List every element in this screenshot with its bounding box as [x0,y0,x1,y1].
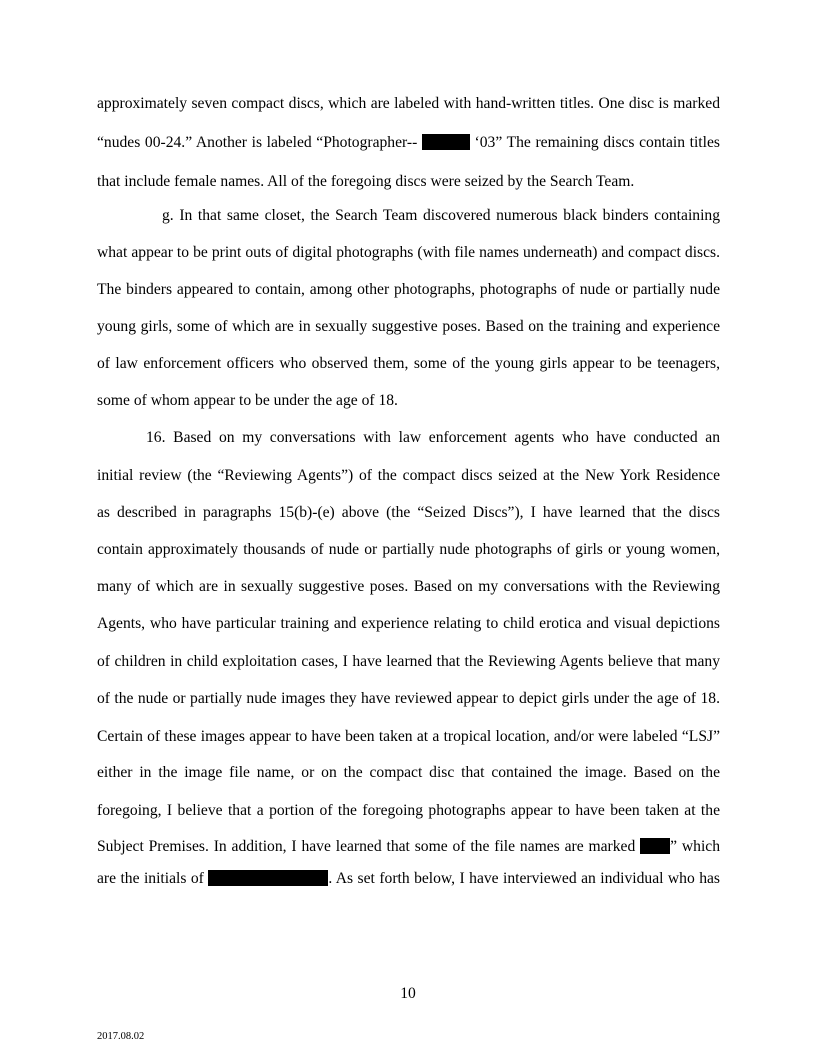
redaction-box [422,134,470,150]
text-line: Certain of these images appear to have been taken at a tropical location, and/or were labeled “LSJ” [97,728,720,745]
text-segment: “nudes 00-24.” Another is labeled “Photographer-- [97,134,418,151]
text-line: approximately seven compact discs, which are labeled with hand-written titles. One disc is marked [97,95,720,112]
text-line: many of which are in sexually suggestive poses. Based on my conversations with the Reviewing [97,578,720,595]
text-line: some of whom appear to be under the age of 18. [97,392,398,409]
text-line: initial review (the “Reviewing Agents”) of the compact discs seized at the New York Residence [97,467,720,484]
text-line [97,870,720,888]
text-line: of law enforcement officers who observed them, some of the young girls appear to be teenagers, [97,355,720,372]
text-line: of the nude or partially nude images they have reviewed appear to depict girls under the age of 18. [97,690,720,707]
text-segment: are the initials of [97,870,204,887]
footer-date: 2017.08.02 [97,1031,145,1042]
text-segment: ” which [670,838,720,855]
redaction-box [640,838,670,854]
text-line [97,838,720,856]
text-line: what appear to be print outs of digital photographs (with file names underneath) and compact discs. [97,244,720,261]
text-line: either in the image file name, or on the compact disc that contained the image. Based on the [97,764,720,781]
text-line: Agents, who have particular training and experience relating to child erotica and visual depictions [97,615,720,632]
text-line: contain approximately thousands of nude or partially nude photographs of girls or young women, [97,541,720,558]
text-line: g. In that same closet, the Search Team discovered numerous black binders containing [162,207,720,224]
text-line: as described in paragraphs 15(b)-(e) above (the “Seized Discs”), I have learned that the discs [97,504,720,521]
text-line: The binders appeared to contain, among other photographs, photographs of nude or partially nude [97,281,720,298]
text-segment: ‘03” The remaining discs contain titles [474,134,720,151]
text-line: of children in child exploitation cases, I have learned that the Reviewing Agents believe that many [97,653,720,670]
text-segment: Subject Premises. In addition, I have learned that some of the file names are marked [97,838,636,855]
text-line: young girls, some of which are in sexually suggestive poses. Based on the training and experience [97,318,720,335]
text-line: 16. Based on my conversations with law enforcement agents who have conducted an [146,429,720,446]
text-line: foregoing, I believe that a portion of the foregoing photographs appear to have been taken at the [97,802,720,819]
text-line [97,134,720,152]
text-segment: . As set forth below, I have interviewed an individual who has [328,870,720,887]
redaction-box [208,870,328,886]
page-number: 10 [400,985,416,1002]
text-line: that include female names. All of the foregoing discs were seized by the Search Team. [97,173,635,190]
